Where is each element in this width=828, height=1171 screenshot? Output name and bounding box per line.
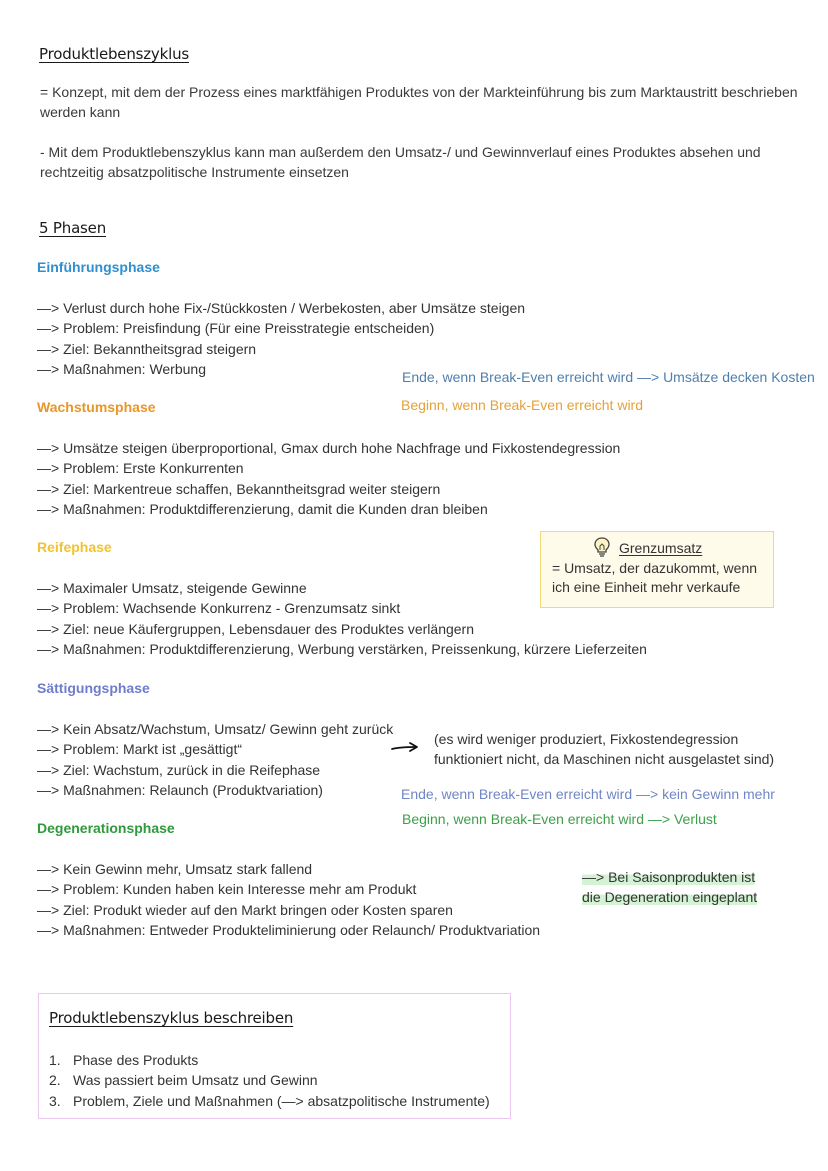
summary-item-text: Was passiert beim Umsatz und Gewinn bbox=[73, 1072, 318, 1089]
intro-note: - Mit dem Produktlebenszyklus kann man außerdem den Umsatz-/ und Gewinnverlauf eines Produktes absehen und rechtzeitig absatzpolitische Instrumente einsetzen bbox=[40, 144, 761, 180]
list-item: —> Problem: Preisfindung (Für eine Preisstrategie entscheiden) bbox=[37, 320, 435, 337]
list-item: 2. Was passiert beim Umsatz und Gewinn bbox=[49, 1072, 318, 1089]
lightbulb-icon bbox=[592, 536, 612, 561]
arrow-right-icon bbox=[390, 741, 420, 758]
list-item: —> Ziel: Markentreue schaffen, Bekanntheitsgrad weiter steigern bbox=[37, 480, 441, 497]
list-item: —> Ziel: Bekanntheitsgrad steigern bbox=[37, 340, 257, 357]
summary-item-text: Problem, Ziele und Maßnahmen (—> absatzpolitische Instrumente) bbox=[73, 1092, 490, 1109]
list-item: —> Ziel: Produkt wieder auf den Markt bringen oder Kosten sparen bbox=[37, 901, 453, 918]
page-title: Produktlebenszyklus bbox=[39, 45, 189, 63]
list-item: —> Umsätze steigen überproportional, Gmax durch hohe Nachfrage und Fixkostendegression bbox=[37, 440, 621, 456]
list-item: —> Problem: Erste Konkurrenten bbox=[37, 460, 244, 477]
note-saison-2 bbox=[582, 889, 757, 905]
note-einfuehrung-end: Ende, wenn Break-Even erreicht wird —> Umsätze decken Kosten bbox=[402, 369, 815, 385]
highlight: die Degeneration eingeplant bbox=[582, 889, 758, 905]
phase-list-degeneration bbox=[37, 859, 540, 940]
summary-item-text: Phase des Produkts bbox=[73, 1052, 199, 1068]
list-item: —> Maximaler Umsatz, steigende Gewinne bbox=[37, 580, 307, 596]
list-item: —> Problem: Markt ist „gesättigt“ bbox=[37, 741, 243, 758]
list-item: —> Ziel: Wachstum, zurück in die Reifephase bbox=[37, 761, 321, 778]
note-saettigung-end: Ende, wenn Break-Even erreicht wird —> kein Gewinn mehr bbox=[401, 786, 775, 802]
note-saison-1 bbox=[582, 869, 755, 885]
phase-title-wachstum: Wachstumsphase bbox=[37, 399, 156, 415]
list-item: —> Ziel: neue Käufergruppen, Lebensdauer des Produktes verlängern bbox=[37, 620, 475, 637]
phases-heading: 5 Phasen bbox=[39, 219, 107, 237]
phase-title-degeneration: Degenerationsphase bbox=[37, 820, 175, 836]
note-saettigung-2: funktioniert nicht, da Maschinen nicht ausgelastet sind) bbox=[434, 751, 775, 767]
phase-title-einfuehrung: Einführungsphase bbox=[37, 259, 160, 275]
list-item: —> Maßnahmen: Entweder Produkteliminierung oder Relaunch/ Produktvariation bbox=[37, 921, 541, 938]
list-item: —> Kein Gewinn mehr, Umsatz stark fallend bbox=[37, 861, 313, 877]
tip-title: Grenzumsatz bbox=[619, 540, 703, 556]
list-item: —> Kein Absatz/Wachstum, Umsatz/ Gewinn geht zurück bbox=[37, 721, 394, 737]
tip-line-2: ich eine Einheit mehr verkaufe bbox=[552, 579, 741, 595]
list-item: —> Maßnahmen: Relaunch (Produktvariation) bbox=[37, 781, 323, 798]
list-item: —> Maßnahmen: Produktdifferenzierung, Werbung verstärken, Preissenkung, kürzere Lieferzeiten bbox=[37, 640, 647, 657]
note-wachstum-start: Beginn, wenn Break-Even erreicht wird bbox=[401, 397, 644, 413]
list-item: 3. Problem, Ziele und Maßnahmen (—> absatzpolitische Instrumente) bbox=[49, 1092, 490, 1109]
highlight: —> Bei Saisonprodukten ist bbox=[582, 869, 756, 885]
list-item: —> Verlust durch hohe Fix-/Stückkosten / Werbekosten, aber Umsätze steigen bbox=[37, 300, 526, 316]
phase-title-saettigung: Sättigungsphase bbox=[37, 680, 150, 696]
list-item: 1. Phase des Produkts bbox=[49, 1052, 199, 1068]
tip-line-1: = Umsatz, der dazukommt, wenn bbox=[552, 560, 758, 576]
summary-title: Produktlebenszyklus beschreiben bbox=[49, 1009, 294, 1027]
list-item: —> Maßnahmen: Werbung bbox=[37, 360, 206, 377]
note-degeneration-start: Beginn, wenn Break-Even erreicht wird —> Verlust bbox=[402, 811, 717, 827]
summary-list bbox=[49, 1050, 490, 1111]
definition-text: = Konzept, mit dem der Prozess eines marktfähigen Produktes von der Markteinführung bis zum Marktaustritt beschrieben werden kann bbox=[40, 84, 798, 120]
phase-title-reife: Reifephase bbox=[37, 539, 112, 555]
list-item: —> Problem: Kunden haben kein Interesse mehr am Produkt bbox=[37, 881, 417, 898]
phase-list-einfuehrung bbox=[37, 298, 525, 379]
summary-box bbox=[38, 993, 511, 1119]
phase-list-saettigung bbox=[37, 719, 393, 800]
note-saettigung-1: (es wird weniger produziert, Fixkostendegression bbox=[434, 731, 739, 747]
list-item: —> Problem: Wachsende Konkurrenz - Grenzumsatz sinkt bbox=[37, 600, 401, 617]
list-item: —> Maßnahmen: Produktdifferenzierung, damit die Kunden dran bleiben bbox=[37, 500, 488, 517]
grenzumsatz-tip-box bbox=[540, 531, 774, 608]
phase-list-wachstum bbox=[37, 438, 620, 519]
